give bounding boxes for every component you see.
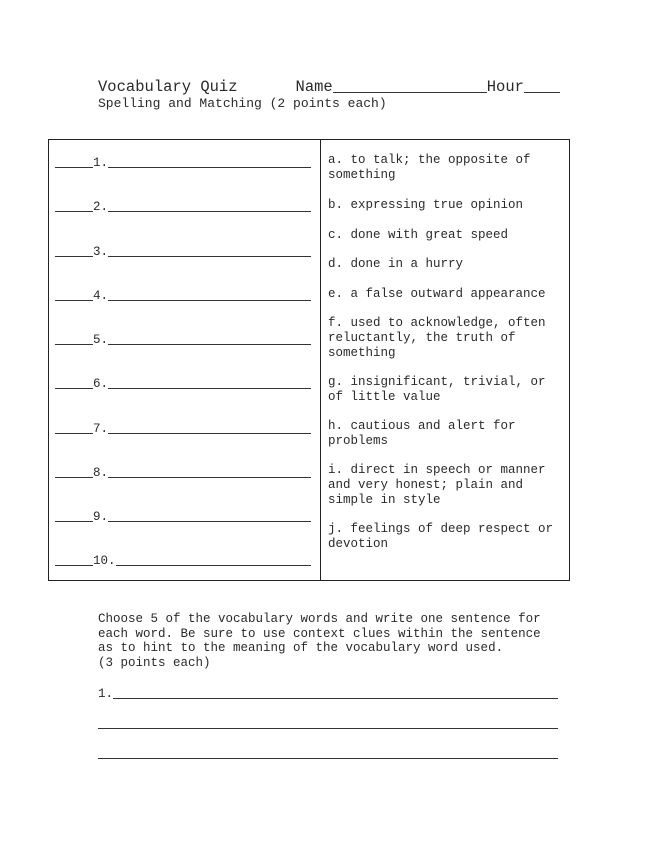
definition-e: e. a false outward appearance xyxy=(328,287,546,301)
definition-i: i. direct in speech or manner and very honest; plain and simple in style xyxy=(328,463,546,507)
instruction-line: as to hint to the meaning of the vocabulary word used. xyxy=(98,641,504,655)
item-number: 8. xyxy=(93,466,109,480)
spelling-blank[interactable] xyxy=(108,255,311,257)
hour-blank[interactable] xyxy=(524,91,560,93)
sentence-blank[interactable] xyxy=(98,757,558,759)
match-blank[interactable] xyxy=(55,387,93,389)
item-row-1 xyxy=(55,154,311,170)
item-row-7 xyxy=(55,420,311,436)
item-number: 4. xyxy=(93,289,109,303)
item-number: 9. xyxy=(93,510,109,524)
spelling-blank[interactable] xyxy=(108,210,311,212)
match-blank[interactable] xyxy=(55,299,93,301)
spelling-blank[interactable] xyxy=(108,299,311,301)
match-blank[interactable] xyxy=(55,432,93,434)
item-number: 2. xyxy=(93,200,109,214)
instruction-line: Choose 5 of the vocabulary words and write one sentence for xyxy=(98,612,541,626)
match-blank[interactable] xyxy=(55,255,93,257)
instruction-line: each word. Be sure to use context clues within the sentence xyxy=(98,626,541,641)
sentence-blank[interactable] xyxy=(98,727,558,729)
item-number: 10. xyxy=(93,554,116,568)
item-row-10 xyxy=(55,552,311,568)
spelling-blank[interactable] xyxy=(108,476,311,478)
matching-divider xyxy=(320,139,321,581)
spelling-blank[interactable] xyxy=(108,432,311,434)
item-row-4 xyxy=(55,287,311,303)
item-row-2 xyxy=(55,198,311,214)
item-number: 7. xyxy=(93,422,109,436)
spelling-blank[interactable] xyxy=(108,166,311,168)
quiz-title: Vocabulary Quiz xyxy=(98,78,238,96)
sentence-blank[interactable] xyxy=(113,697,558,699)
quiz-subtitle: Spelling and Matching (2 points each) xyxy=(98,96,387,111)
definition-j: j. feelings of deep respect or devotion xyxy=(328,522,554,551)
definition-c: c. done with great speed xyxy=(328,228,509,242)
sentence-instructions xyxy=(98,612,568,670)
name-label: Name xyxy=(295,78,333,96)
match-blank[interactable] xyxy=(55,210,93,212)
item-row-3 xyxy=(55,243,311,259)
definition-h: h. cautious and alert for problems xyxy=(328,419,516,448)
item-number: 1. xyxy=(93,156,109,170)
match-blank[interactable] xyxy=(55,343,93,345)
definition-g: g. insignificant, trivial, or of little value xyxy=(328,375,546,404)
quiz-header xyxy=(98,78,560,96)
spelling-blank[interactable] xyxy=(116,564,311,566)
match-blank[interactable] xyxy=(55,564,93,566)
definition-a: a. to talk; the opposite of something xyxy=(328,153,531,182)
spelling-blank[interactable] xyxy=(108,387,311,389)
sentence-line-2 xyxy=(98,715,558,731)
item-row-5 xyxy=(55,331,311,347)
item-number: 3. xyxy=(93,245,109,259)
definition-d: d. done in a hurry xyxy=(328,257,464,271)
instruction-line: (3 points each) xyxy=(98,655,211,670)
hour-label: Hour xyxy=(486,78,524,96)
sentence-line-3 xyxy=(98,745,558,761)
item-row-9 xyxy=(55,508,311,524)
sentence-line-1 xyxy=(98,685,558,701)
definition-b: b. expressing true opinion xyxy=(328,198,524,212)
match-blank[interactable] xyxy=(55,476,93,478)
match-blank[interactable] xyxy=(55,166,93,168)
match-blank[interactable] xyxy=(55,520,93,522)
spelling-blank[interactable] xyxy=(108,520,311,522)
definition-f: f. used to acknowledge, often reluctantly, the truth of something xyxy=(328,316,546,360)
name-blank[interactable] xyxy=(333,91,487,93)
item-row-6 xyxy=(55,375,311,391)
item-row-8 xyxy=(55,464,311,480)
item-number: 6. xyxy=(93,377,109,391)
sentence-number: 1. xyxy=(98,687,114,701)
spelling-blank[interactable] xyxy=(108,343,311,345)
item-number: 5. xyxy=(93,333,109,347)
